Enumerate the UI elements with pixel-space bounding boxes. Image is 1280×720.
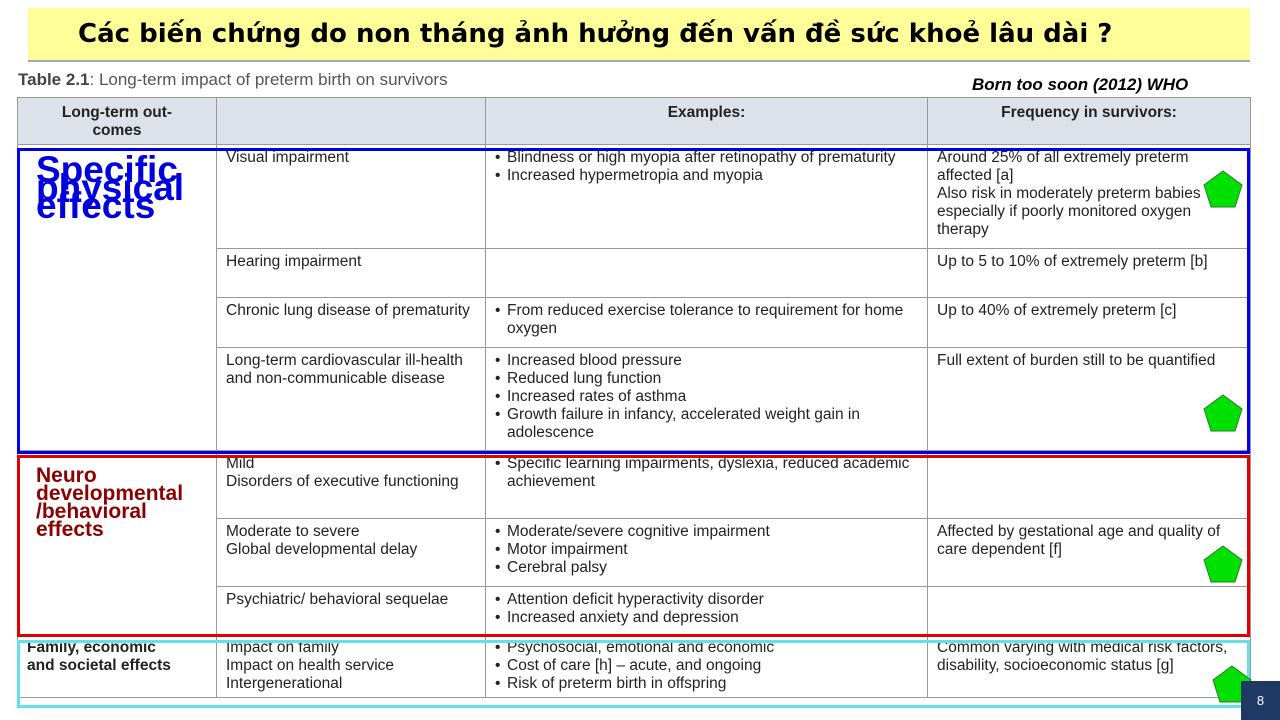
green-pentagon-marker <box>1203 545 1243 583</box>
condition-cell: Long-term cardiovascular ill-health and non-communicable disease <box>217 348 486 451</box>
frequency-cell: Around 25% of all extremely preterm affected [a] Also risk in moderately preterm babies especially if poorly monitored oxygen therapy <box>928 145 1251 249</box>
examples-cell <box>486 145 928 249</box>
examples-cell <box>486 451 928 519</box>
page-number: 8 <box>1241 681 1280 720</box>
examples-cell <box>486 348 928 451</box>
table-header-row <box>18 98 1251 145</box>
frequency-cell: Affected by gestational age and quality of care dependent [f] <box>928 519 1251 587</box>
group-label-specific-physical: Specific physical effects <box>18 145 217 451</box>
source-note: Born too soon (2012) WHO <box>972 75 1189 94</box>
slide-title <box>28 8 1250 60</box>
example-item: • Increased blood pressure <box>507 352 918 370</box>
condition-cell: Moderate to severe Global developmental delay <box>217 519 486 587</box>
green-pentagon-marker <box>1203 394 1243 432</box>
frequency-cell: Up to 40% of extremely preterm [c] <box>928 298 1251 348</box>
example-item: • Psychosocial, emotional and economic <box>507 639 918 657</box>
table-caption-text: : Long-term impact of preterm birth on survivors <box>89 70 448 89</box>
table-caption <box>18 70 448 90</box>
frequency-cell: Common varying with medical risk factors, disability, socioeconomic status [g] <box>928 635 1251 698</box>
example-item: • Motor impairment <box>507 541 918 559</box>
condition-cell: Mild Disorders of executive functioning <box>217 451 486 519</box>
example-item: • Cost of care [h] – acute, and ongoing <box>507 657 918 675</box>
green-pentagon-marker <box>1203 170 1243 208</box>
example-item: • Reduced lung function <box>507 370 918 388</box>
examples-cell <box>486 519 928 587</box>
frequency-cell: Full extent of burden still to be quantified <box>928 348 1251 451</box>
example-item: • Growth failure in infancy, accelerated weight gain in adolescence <box>507 406 918 442</box>
example-item: • Risk of preterm birth in offspring <box>507 675 918 693</box>
header-examples: Examples: <box>486 98 928 145</box>
frequency-cell: Up to 5 to 10% of extremely preterm [b] <box>928 249 1251 298</box>
condition-cell: Visual impairment <box>217 145 486 249</box>
table-caption-label: Table 2.1 <box>18 70 90 89</box>
example-item: • Specific learning impairments, dyslexia, reduced academic achievement <box>507 455 918 491</box>
table-row <box>18 635 1251 698</box>
header-frequency: Frequency in survivors: <box>928 98 1251 145</box>
example-item: • Attention deficit hyperactivity disorder <box>507 591 918 609</box>
condition-cell: Hearing impairment <box>217 249 486 298</box>
header-condition <box>217 98 486 145</box>
condition-cell: Psychiatric/ behavioral sequelae <box>217 587 486 635</box>
example-item: • Blindness or high myopia after retinopathy of prematurity <box>507 149 918 167</box>
examples-cell <box>486 587 928 635</box>
title-divider <box>28 60 1250 62</box>
condition-cell: Chronic lung disease of prematurity <box>217 298 486 348</box>
frequency-cell <box>928 587 1251 635</box>
slide-title-text: Các biến chứng do non tháng ảnh hưởng đến vấn đề sức khoẻ lâu dài ? <box>78 19 1113 49</box>
example-item: • Increased hypermetropia and myopia <box>507 167 918 185</box>
frequency-cell <box>928 451 1251 519</box>
examples-cell <box>486 635 928 698</box>
examples-cell <box>486 249 928 298</box>
condition-cell: Impact on family Impact on health service Intergenerational <box>217 635 486 698</box>
example-item: • Cerebral palsy <box>507 559 918 577</box>
example-item: • From reduced exercise tolerance to requirement for home oxygen <box>507 302 918 338</box>
example-item: • Increased anxiety and depression <box>507 609 918 627</box>
table-row <box>18 145 1251 249</box>
group-label-family-economic-societal: Family, economic and societal effects <box>18 635 217 698</box>
table-row <box>18 451 1251 519</box>
header-outcomes: Long-term out- comes <box>18 98 217 145</box>
group-label-neurodevelopmental: Neuro developmental /behavioral effects <box>18 451 217 635</box>
outcomes-table <box>17 97 1251 698</box>
examples-cell <box>486 298 928 348</box>
example-item: • Increased rates of asthma <box>507 388 918 406</box>
example-item: • Moderate/severe cognitive impairment <box>507 523 918 541</box>
